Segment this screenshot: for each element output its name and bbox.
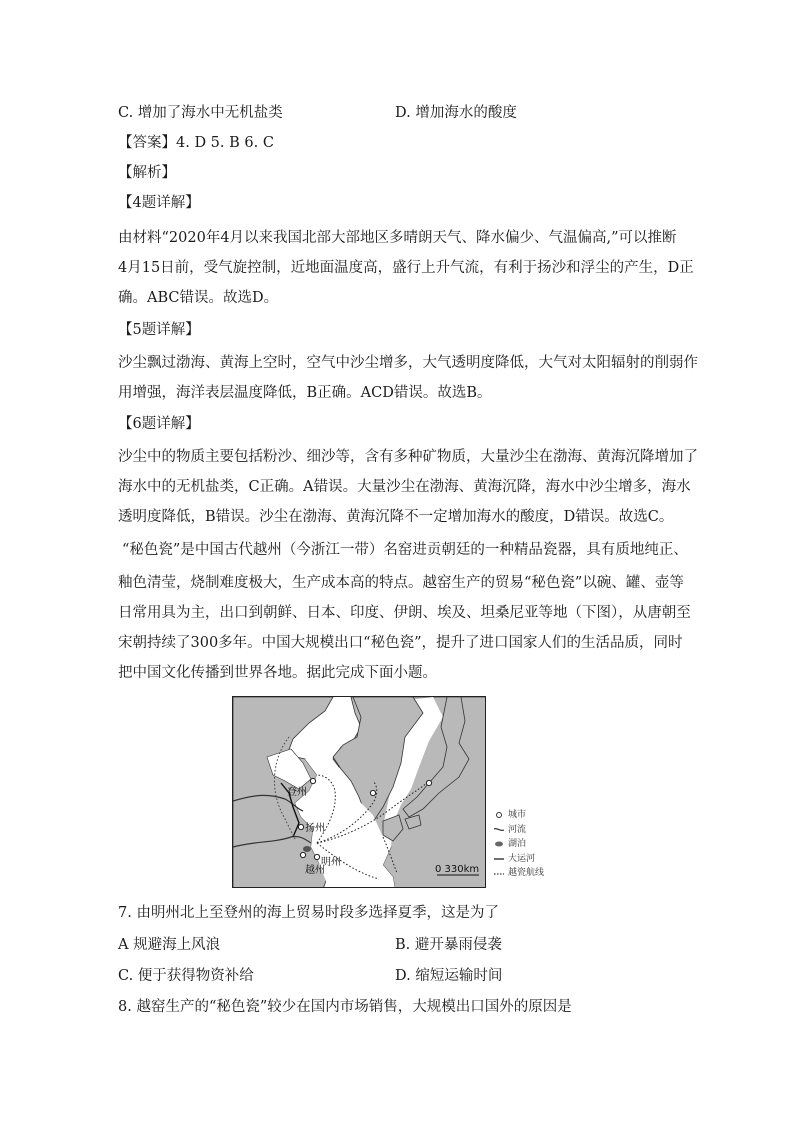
q7-option-a: A 规避海上风浪 xyxy=(118,937,221,953)
q3-option-c xyxy=(118,103,283,123)
q7-option-d: D. 缩短运输时间 xyxy=(395,968,503,984)
q5-line-1: 沙尘飘过渤海、黄海上空时，空气中沙尘增多，大气透明度降低，大气对太阳辐射的削弱作 xyxy=(118,355,698,371)
material-line-4: 宋朝持续了300多年。中国大规模出口“秘色瓷”，提升了进口国家人们的生活品质，同时 xyxy=(118,635,683,651)
label-yangzhou: 扬州 xyxy=(305,823,325,834)
material-line-1: “秘色瓷”是中国古代越州（今浙江一带）名窑进贡朝廷的一种精品瓷器，具有质地纯正、 xyxy=(122,542,688,558)
legend-route xyxy=(494,866,544,881)
q6-line-1: 沙尘中的物质主要包括粉沙、细沙等，含有多种矿物质，大量沙尘在渤海、黄海沉降增加了 xyxy=(118,449,698,465)
legend-canal-label: 大运河 xyxy=(508,853,536,864)
legend-city xyxy=(494,808,544,823)
taihu-lake xyxy=(303,846,311,852)
q4-line-1: 由材料“2020年4月以来我国北部大部地区多晴朗天气、降水偏少、气温偏高,”可以推断 xyxy=(118,230,677,246)
answer-line: 【答案】4. D 5. B 6. C xyxy=(118,135,274,151)
legend-river xyxy=(494,823,544,838)
q8-stem: 8. 越窑生产的“秘色瓷”较少在国内市场销售，大规模出口国外的原因是 xyxy=(118,999,572,1015)
q7-option-c: C. 便于获得物资补给 xyxy=(118,968,254,984)
canal-symbol-icon xyxy=(494,854,504,864)
q6-line-3: 透明度降低，B错误。沙尘在渤海、黄海沉降不一定增加海水的酸度，D错误。故选C。 xyxy=(118,509,674,525)
legend-city-label: 城市 xyxy=(508,810,527,820)
q6-line-2: 海水中的无机盐类，C正确。A错误。大量沙尘在渤海、黄海沉降，海水中沙尘增多，海水 xyxy=(118,479,691,495)
material-line-3: 日常用具为主，出口到朝鲜、日本、印度、伊朗、埃及、坦桑尼亚等地（下图），从唐朝至 xyxy=(118,605,691,621)
river-symbol-icon xyxy=(494,825,504,835)
map-legend xyxy=(494,808,544,881)
legend-route-label: 越瓷航线 xyxy=(508,868,545,879)
lake-symbol-icon xyxy=(494,839,504,849)
label-mingzhou: 明州 xyxy=(321,857,341,868)
q4-heading: 【4题详解】 xyxy=(118,195,200,211)
q3-option-d: D. 增加海水的酸度 xyxy=(395,105,517,121)
q6-heading: 【6题详解】 xyxy=(118,416,200,432)
city-mingzhou-dot xyxy=(314,854,319,859)
city-yuezhou-dot xyxy=(300,852,305,857)
route-symbol-icon xyxy=(494,869,504,879)
city-dengzhou-dot xyxy=(310,778,315,783)
q4-line-2: 4月15日前，受气旋控制，近地面温度高，盛行上升气流，有利于扬沙和浮尘的产生，D正 xyxy=(118,260,694,276)
q7-option-b: B. 避开暴雨侵袭 xyxy=(395,937,502,953)
scale-label: 0 330km xyxy=(435,864,480,875)
q5-heading: 【5题详解】 xyxy=(118,322,200,338)
legend-lake xyxy=(494,837,544,852)
legend-canal xyxy=(494,852,544,867)
city-japan-dot xyxy=(426,780,431,785)
analysis-heading: 【解析】 xyxy=(118,165,176,181)
city-korea-dot xyxy=(370,790,375,795)
material-line-2: 釉色清莹，烧制难度极大，生产成本高的特点。越窑生产的贸易“秘色瓷”以碗、罐、壶等 xyxy=(118,575,684,591)
label-dengzhou: 登州 xyxy=(287,787,307,798)
q4-line-3: 确。ABC错误。故选D。 xyxy=(118,290,279,306)
city-symbol-icon xyxy=(494,810,504,820)
city-yangzhou-dot xyxy=(298,824,303,829)
material-line-5: 把中国文化传播到世界各地。据此完成下面小题。 xyxy=(118,665,437,681)
q7-stem: 7. 由明州北上至登州的海上贸易时段多选择夏季，这是为了 xyxy=(118,905,499,921)
legend-lake-label: 湖泊 xyxy=(508,839,527,850)
q5-line-2: 用增强，海洋表层温度降低，B正确。ACD错误。故选B。 xyxy=(118,385,492,401)
map-svg xyxy=(233,697,486,888)
option-c-text: C. 增加了海水中无机盐类 xyxy=(118,105,283,121)
trade-route-map xyxy=(232,696,486,888)
label-yuezhou: 越州 xyxy=(305,865,325,876)
legend-river-label: 河流 xyxy=(508,824,527,835)
